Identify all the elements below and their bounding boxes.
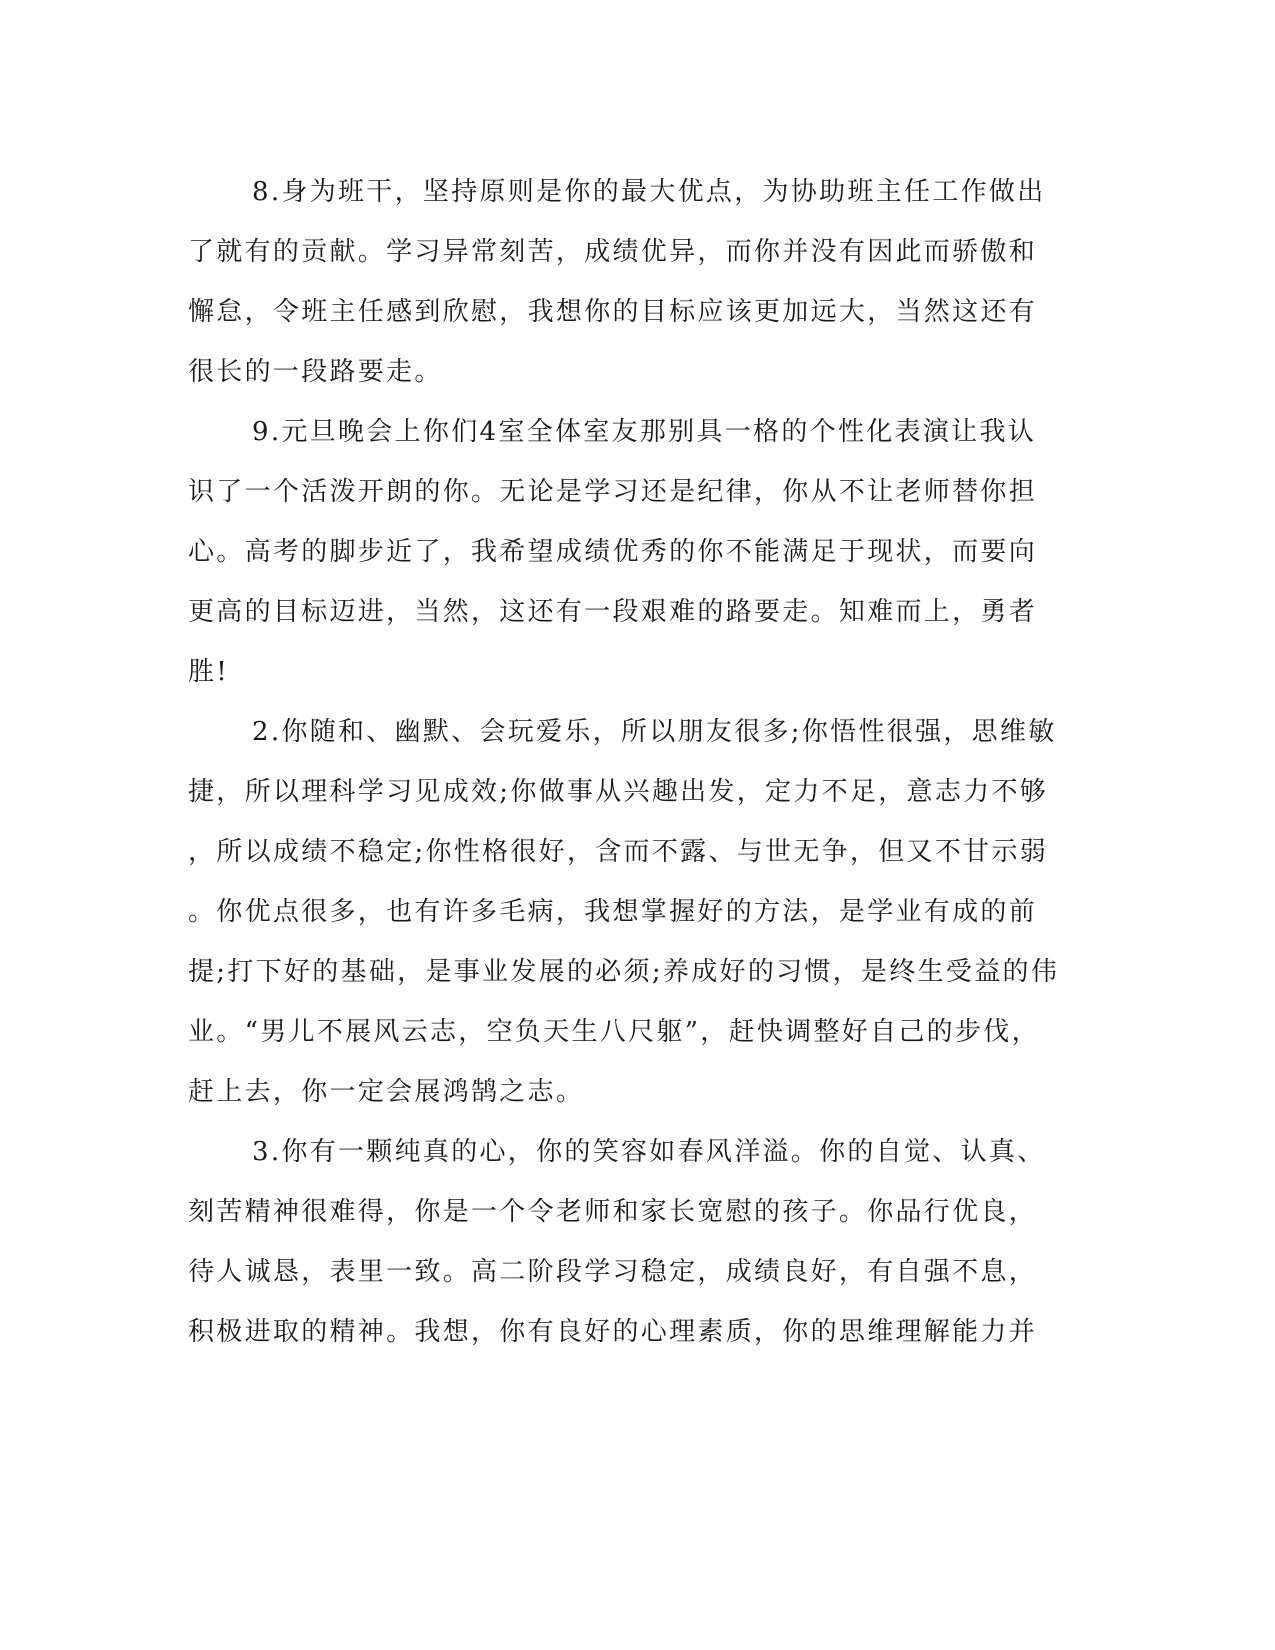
paragraph-line: 懈怠，令班主任感到欣慰，我想你的目标应该更加远大，当然这还有 [188,297,1038,327]
paragraph-2 [188,702,1060,1122]
paragraph-line: 提;打下好的基础，是事业发展的必须;养成好的习惯，是终生受益的伟 [188,957,1060,987]
document-body [188,162,1060,1362]
paragraph-line: 心。高考的脚步近了，我希望成绩优秀的你不能满足于现状，而要向 [188,537,1038,567]
paragraph-line: 很长的一段路要走。 [188,357,443,387]
paragraph-line: 8.身为班干，坚持原则是你的最大优点，为协助班主任工作做出 [252,177,1046,207]
paragraph-8 [188,162,1048,402]
paragraph-line: 更高的目标迈进，当然，这还有一段艰难的路要走。知难而上，勇者 [188,597,1038,627]
paragraph-line: 9.元旦晚会上你们4室全体室友那别具一格的个性化表演让我认 [252,417,1037,447]
paragraph-line: 识了一个活泼开朗的你。无论是学习还是纪律，你从不让老师替你担 [188,477,1038,507]
paragraph-line: ，所以成绩不稳定;你性格很好，含而不露、与世无争，但又不甘示弱 [188,837,1049,867]
paragraph-line: 积极进取的精神。我想，你有良好的心理素质，你的思维理解能力并 [188,1317,1038,1347]
paragraph-line: 业。“男儿不展风云志，空负天生八尺躯”，赶快调整好自己的步伐， [188,1017,1040,1047]
paragraph-line: 2.你随和、幽默、会玩爱乐，所以朋友很多;你悟性很强，思维敏 [252,717,1057,747]
paragraph-line: 捷，所以理科学习见成效;你做事从兴趣出发，定力不足，意志力不够 [188,777,1049,807]
paragraph-line: 了就有的贡献。学习异常刻苦，成绩优异，而你并没有因此而骄傲和 [188,237,1038,267]
paragraph-line: 待人诚恳，表里一致。高二阶段学习稳定，成绩良好，有自强不息， [188,1257,1038,1287]
paragraph-9 [188,402,1048,702]
paragraph-line: 刻苦精神很难得，你是一个令老师和家长宽慰的孩子。你品行优良， [188,1197,1038,1227]
paragraph-line: 3.你有一颗纯真的心，你的笑容如春风洋溢。你的自觉、认真、 [252,1137,1046,1167]
paragraph-line: 。你优点很多，也有许多毛病，我想掌握好的方法，是学业有成的前 [188,897,1038,927]
paragraph-3 [188,1122,1048,1362]
paragraph-line: 赶上去，你一定会展鸿鹄之志。 [188,1077,585,1107]
paragraph-line: 胜! [188,657,230,687]
